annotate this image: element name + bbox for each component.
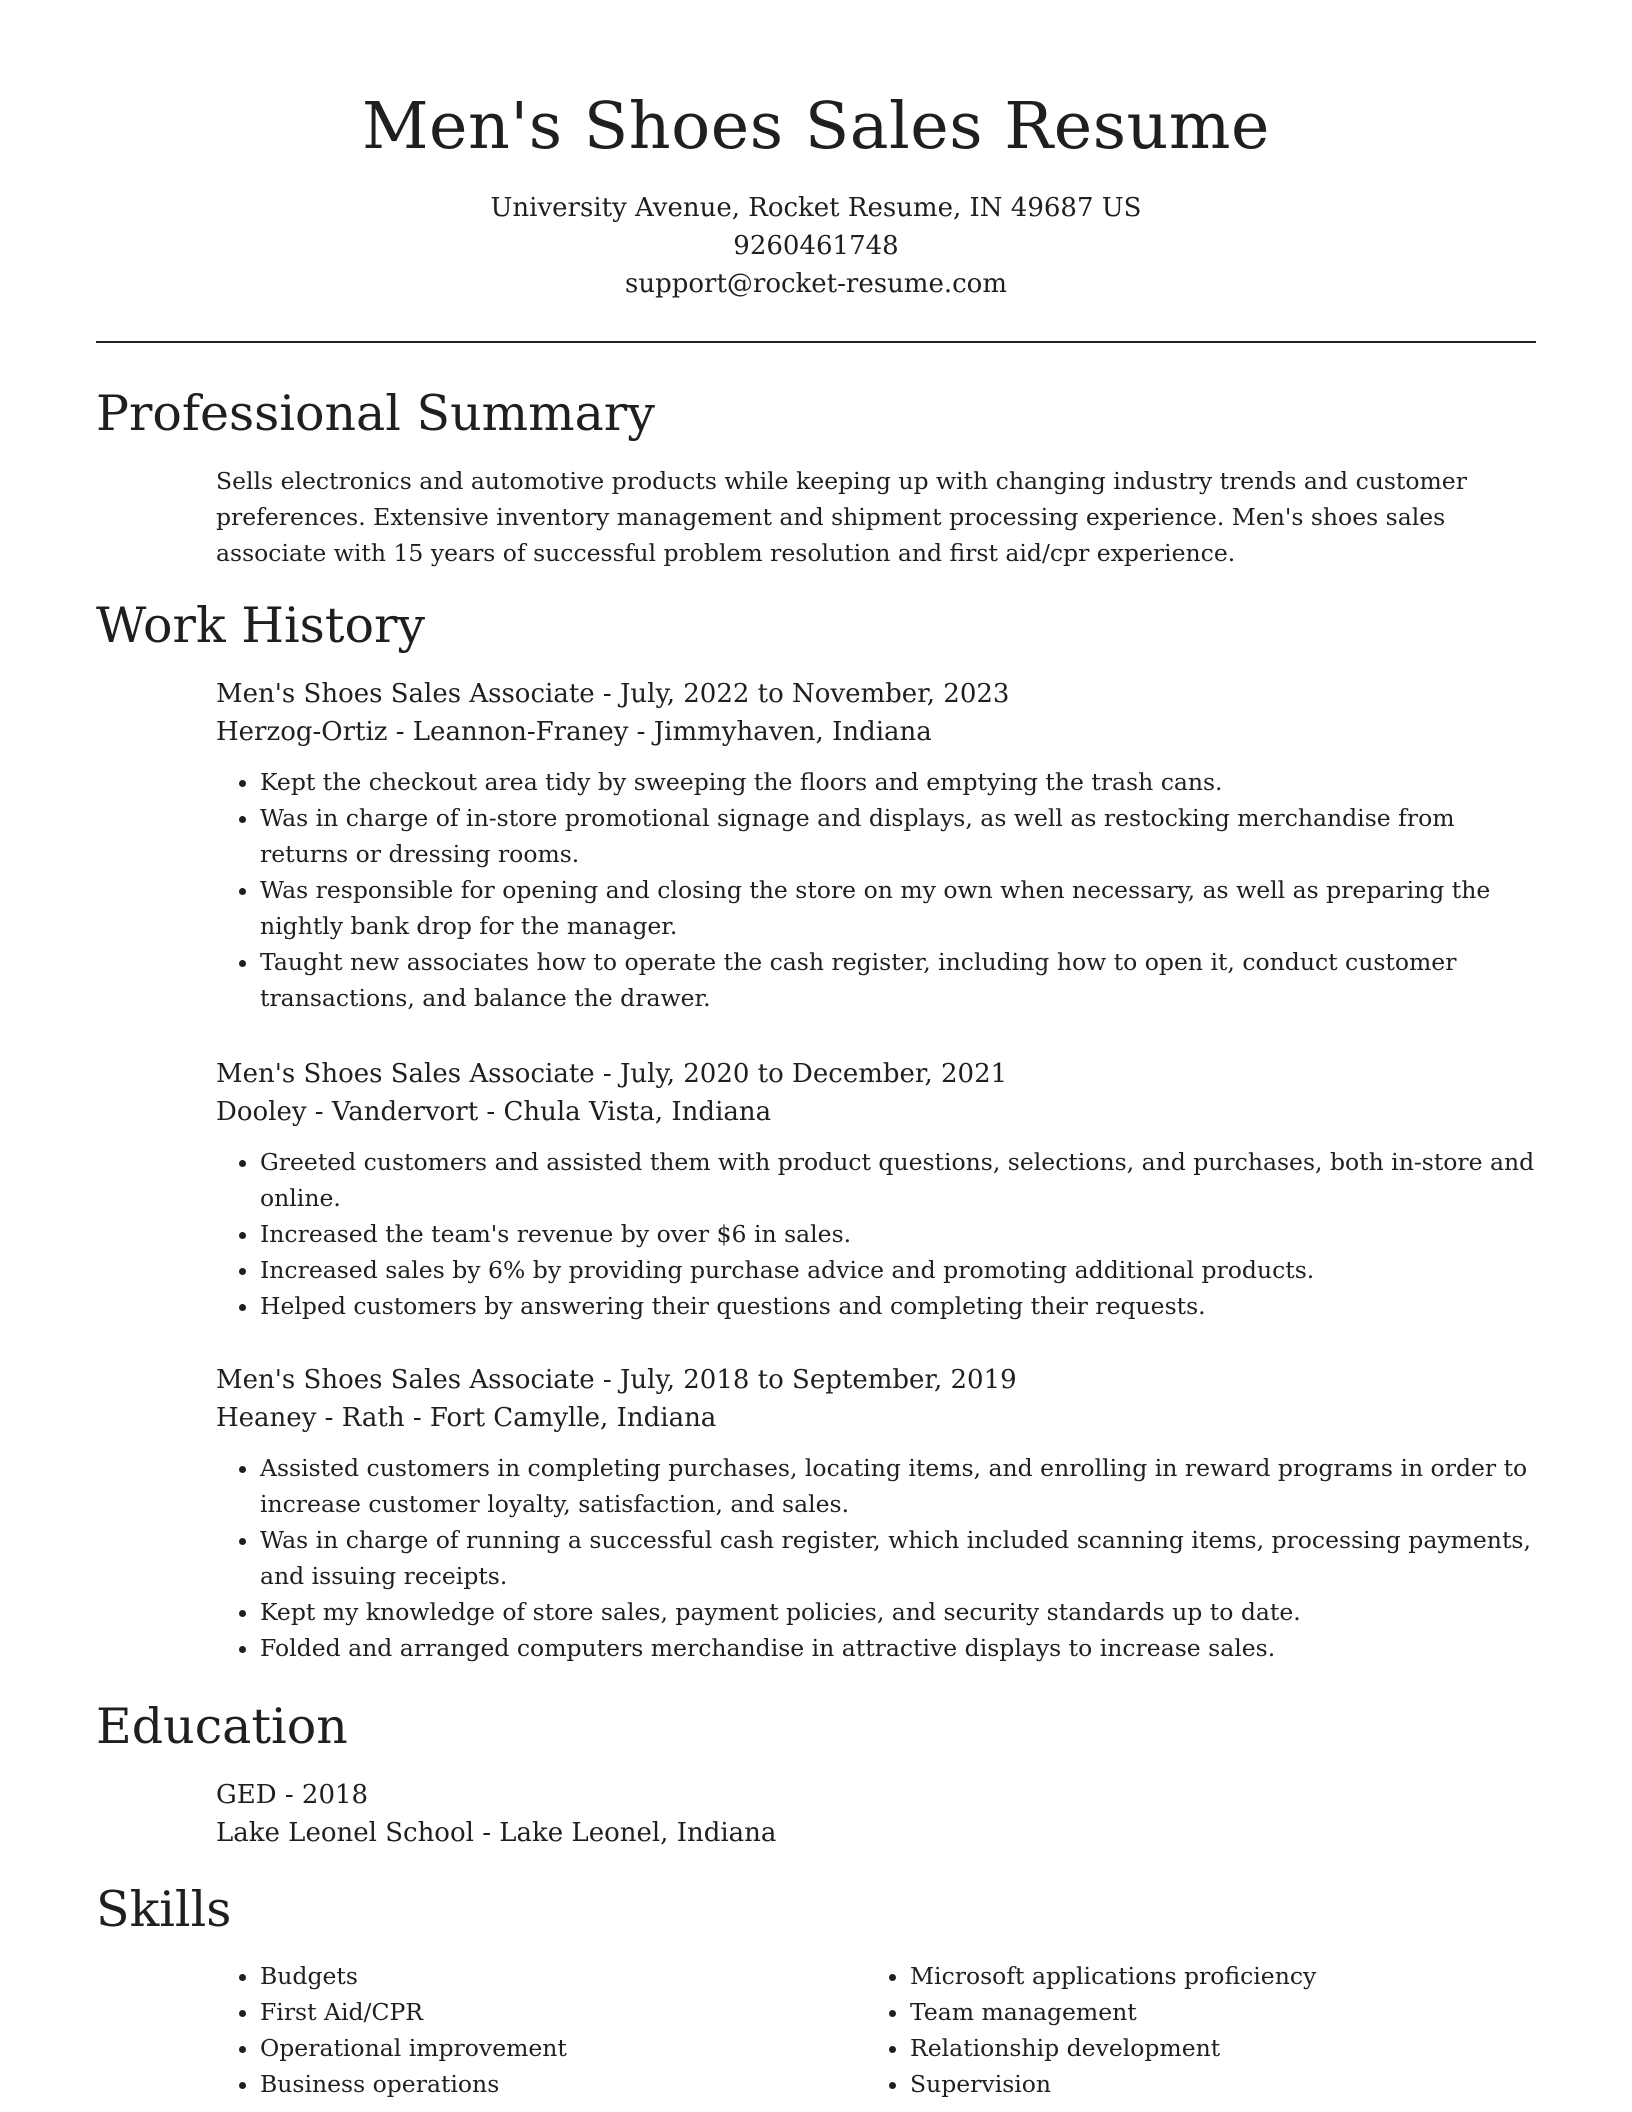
school-name: Lake Leonel School — [216, 1818, 474, 1848]
skill-item: • Team management — [910, 1994, 1516, 2030]
skills-heading: Skills — [96, 1881, 232, 1938]
summary-section — [216, 463, 1536, 571]
job-bullet: • Kept the checkout area tidy by sweeping the floors and emptying the trash cans. — [260, 764, 1536, 800]
job-bullets — [216, 1450, 1536, 1666]
job-location: - Jimmyhaven, Indiana — [628, 717, 932, 747]
job-title — [216, 675, 1536, 713]
job-employer: Heaney - Rath — [216, 1403, 405, 1433]
job-bullets — [216, 1144, 1536, 1324]
job-entry — [216, 675, 1536, 1016]
job-bullet: • Assisted customers in completing purchases, locating items, and enrolling in reward programs in order to increase customer loyalty, satisfaction, and sales. — [260, 1450, 1536, 1522]
contact-info — [0, 189, 1632, 303]
job-role: Men's Shoes Sales Associate — [216, 679, 595, 709]
job-entry — [216, 1055, 1536, 1324]
job-bullet: • Kept my knowledge of store sales, payment policies, and security standards up to date. — [260, 1594, 1536, 1630]
school-location: - Lake Leonel, Indiana — [473, 1818, 777, 1848]
work-history-heading: Work History — [96, 597, 426, 654]
education-school — [216, 1814, 1536, 1852]
job-role: Men's Shoes Sales Associate — [216, 1365, 595, 1395]
skill-item: • First Aid/CPR — [260, 1994, 866, 2030]
job-location: - Fort Camylle, Indiana — [404, 1403, 717, 1433]
header-divider — [96, 341, 1536, 343]
degree-name: GED — [216, 1780, 277, 1810]
email: support@rocket-resume.com — [624, 269, 1007, 299]
skill-item: • Operational improvement — [260, 2030, 866, 2066]
summary-text: Sells electronics and automotive products while keeping up with changing industry trends and customer preferences. Extensive inventory management and shipment processing experience. Men's shoes sales associate with 15 years of successful problem resolution and first aid/cpr experience. — [216, 467, 1467, 567]
job-entry — [216, 1361, 1536, 1666]
job-role: Men's Shoes Sales Associate — [216, 1059, 595, 1089]
degree-year: - 2018 — [276, 1780, 369, 1810]
job-bullet: • Increased sales by 6% by providing purchase advice and promoting additional products. — [260, 1252, 1536, 1288]
summary-heading: Professional Summary — [96, 385, 655, 442]
resume-name: Men's Shoes Sales Resume — [361, 89, 1271, 164]
education-degree — [216, 1776, 1536, 1814]
education-entry — [216, 1776, 1536, 1852]
job-bullet: • Taught new associates how to operate the cash register, including how to open it, conduct customer transactions, and balance the drawer. — [260, 944, 1536, 1016]
job-bullet: • Was in charge of in-store promotional signage and displays, as well as restocking merchandise from returns or dressing rooms. — [260, 800, 1536, 872]
job-bullet: • Greeted customers and assisted them with product questions, selections, and purchases, both in-store and online. — [260, 1144, 1536, 1216]
skill-item: • Supervision — [910, 2066, 1516, 2102]
job-company — [216, 1399, 1536, 1437]
job-title — [216, 1055, 1536, 1093]
job-dates: - July, 2018 to September, 2019 — [594, 1365, 1017, 1395]
job-bullet: • Was in charge of running a successful cash register, which included scanning items, processing payments, and issuing receipts. — [260, 1522, 1536, 1594]
resume-header — [0, 0, 1632, 303]
job-bullet: • Increased the team's revenue by over $6 in sales. — [260, 1216, 1536, 1252]
skill-item: • Budgets — [260, 1958, 866, 1994]
skill-item: • Business operations — [260, 2066, 866, 2102]
job-location: - Chula Vista, Indiana — [478, 1097, 772, 1127]
education-heading: Education — [96, 1698, 348, 1755]
job-dates: - July, 2020 to December, 2021 — [594, 1059, 1008, 1089]
skill-item: • Microsoft applications proficiency — [910, 1958, 1516, 1994]
job-bullet: • Folded and arranged computers merchandise in attractive displays to increase sales. — [260, 1630, 1536, 1666]
job-bullet: • Helped customers by answering their questions and completing their requests. — [260, 1288, 1536, 1324]
phone: 9260461748 — [733, 231, 899, 261]
job-employer: Dooley - Vandervort — [216, 1097, 479, 1127]
job-company — [216, 1093, 1536, 1131]
skills-list-right — [866, 1958, 1516, 2102]
skills-section — [216, 1958, 1536, 2102]
address: University Avenue, Rocket Resume, IN 49687 US — [490, 193, 1142, 223]
skills-list-left — [216, 1958, 866, 2102]
job-bullets — [216, 764, 1536, 1016]
job-dates: - July, 2022 to November, 2023 — [594, 679, 1010, 709]
job-title — [216, 1361, 1536, 1399]
job-employer: Herzog-Ortiz - Leannon-Franey — [216, 717, 629, 747]
skill-item: • Relationship development — [910, 2030, 1516, 2066]
job-bullet: • Was responsible for opening and closing the store on my own when necessary, as well as preparing the nightly bank drop for the manager. — [260, 872, 1536, 944]
job-company — [216, 713, 1536, 751]
